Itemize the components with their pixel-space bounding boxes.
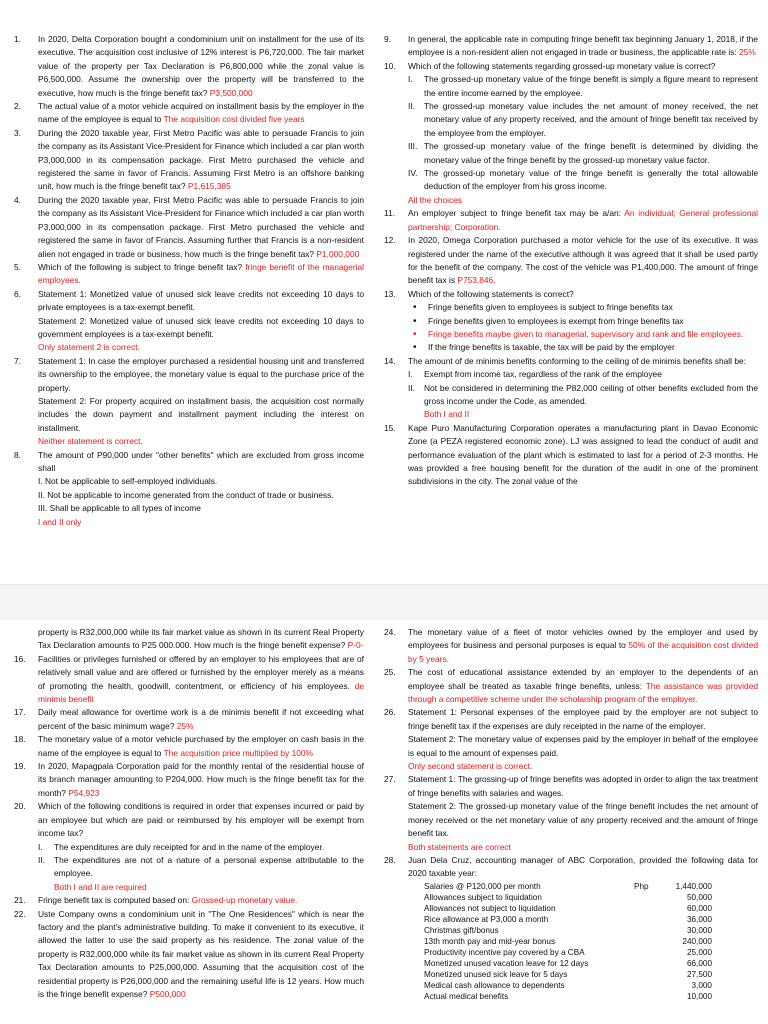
option-ii xyxy=(38,854,364,881)
question-number: 19. xyxy=(14,761,26,772)
option-ii xyxy=(408,382,758,409)
question-text: Kape Puro Manufacturing Corporation operates a manufacturing plant in Davao Economic Zone (a PEZA registered economic zone). LJ was assigned to lead the conduct of audit and performance evaluation of the plant which is estimated to last for a period of 2-3 months. He was provided a free housing benefit for the duration of the audit in one of the prominent subdivisions in the city. The zonal value of the xyxy=(408,422,758,487)
option-number: I. xyxy=(408,369,413,380)
question-text: The monetary value of a motor vehicle purchased by the employer on cash basis in the name of the employee is equal to xyxy=(38,734,364,758)
question-4 xyxy=(14,194,364,261)
question-text: The cost of educational assistance extended by an employer to the dependents of an employee shall be treated as taxable fringe benefits, unless: xyxy=(408,667,758,691)
row-amount: 240,000 xyxy=(682,936,712,946)
question-text: In 2020, Mapagpala Corporation paid for the monthly rental of the residential house of its branch manager amounting to P204,000. How much is the fringe benefit tax for the month? xyxy=(38,761,364,798)
option-number: II. xyxy=(408,101,415,112)
row-label: Salaries @ P120,000 per month xyxy=(424,881,541,891)
question-21 xyxy=(14,894,364,907)
option-text: The expenditures are duly receipted for and in the name of the employer. xyxy=(54,841,325,852)
row-label: Rice allowance at P3,000 a month xyxy=(424,914,549,924)
option-i xyxy=(38,841,364,854)
question-13 xyxy=(384,288,758,355)
statement-2: Statement 2: The monetary value of expenses paid by the employer in behalf of the employee is equal to the amount of expenses paid. xyxy=(408,734,758,758)
row-label: Monetized unused sick leave for 5 days xyxy=(424,969,568,979)
statement-2: Statement 2: The grossed-up monetary value of the fringe benefit includes the net amount of money received or the net monetary value of any property received and the amount of fringe benefit tax. xyxy=(408,801,758,839)
question-number: 10. xyxy=(384,60,396,71)
answer: P1,000,000 xyxy=(316,248,360,259)
currency-label xyxy=(634,925,662,936)
row-amount: 10,000 xyxy=(686,991,712,1001)
choice-item: • Fringe benefits given to employees is exempt from fringe benefits tax xyxy=(408,315,758,328)
choice-item: • Fringe benefits given to employees is subject to fringe benefits tax xyxy=(408,301,758,314)
option-i xyxy=(408,73,758,100)
question-5 xyxy=(14,261,364,288)
question-number: 25. xyxy=(384,667,396,678)
row-label: 13th month pay and mid-year bonus xyxy=(424,936,556,946)
table-row xyxy=(424,914,712,925)
question-number: 13. xyxy=(384,288,396,299)
row-label: Actual medical benefits xyxy=(424,991,509,1001)
option-ii xyxy=(408,100,758,140)
question-text: Facilities or privileges furnished or offered by an employer to his employees that are of relatively small value and are offered or furnished by the employer merely as a means of promoting the health, goodwill, contentment, or efficiency of his employees. xyxy=(38,653,364,691)
question-text: During the 2020 taxable year, First Metro Pacific was able to persuade Francis to join the company as its Assistant Vice-President for Finance which included a car plan worth P3,000,000 in its compensation package. First Metro purchased the vehicle and registered the same in favor of Francis. Assuming First Metro is an offshore banking unit, how much is the fringe benefit tax? xyxy=(38,127,364,192)
option-text: The grossed-up monetary value includes the net amount of money received, the net monetary value of any property received, and the amount of fringe benefit tax received by the employee from the employer. xyxy=(424,101,758,138)
question-number: 3. xyxy=(14,127,21,138)
question-number: 8. xyxy=(14,449,21,460)
question-25 xyxy=(384,666,758,706)
row-amount: 60,000 xyxy=(686,903,712,913)
question-number: 16. xyxy=(14,653,26,664)
question-3 xyxy=(14,127,364,194)
currency-label: Php xyxy=(634,881,649,891)
answer: 50% of the acquisition cost divided by 5 years. xyxy=(408,640,758,664)
page1-right-column xyxy=(384,33,758,489)
table-row xyxy=(424,958,712,969)
option-iii: III. Shall be applicable to all types of income xyxy=(38,503,201,514)
question-27 xyxy=(384,773,758,853)
statement-1: Statement 1: In case the employer purchased a residential housing unit and transferred its ownership to the employee, the monetary value is equal to the purchase price of the property. xyxy=(38,355,364,393)
question-text: The actual value of a motor vehicle acquired on installment basis by the employer in the name of the employee is equal to xyxy=(38,101,364,125)
answer: Only second statement is correct. xyxy=(408,761,533,772)
answer: Both I and II are required xyxy=(54,881,147,892)
question-number: 27. xyxy=(384,774,396,785)
question-14 xyxy=(384,355,758,422)
question-text: Uste Company owns a condominium unit in "The One Residences" which is near the factory and the plant's administrative building. To make it convenient to its executive, it allowed the latter to use the said property as his residence. The zonal value of the property is R32,000,000 while its fair market value as shown in its current Real Property Tax Declaration amounts to P25,000,000. Assuming that the acquisition cost of the residential property is P26,000,000 and the remaining useful life is 12 years. How much is the fringe benefit expense? xyxy=(38,908,364,999)
row-amount: 36,000 xyxy=(686,914,712,924)
question-text: Which of the following conditions is required in order that expenses incurred or paid by an employee but which are paid or reimbursed by his employer will be exempt from income tax? xyxy=(38,801,364,839)
option-text: The expenditures are not of a nature of a personal expense attributable to the employee. xyxy=(54,854,364,879)
question-number: 28. xyxy=(384,854,396,865)
table-row xyxy=(424,925,712,936)
question-9 xyxy=(384,33,758,60)
question-text: Juan Dela Cruz, accounting manager of ABC Corporation, provided the following data for 2020 taxable year: xyxy=(408,854,758,879)
question-number: 26. xyxy=(384,707,396,718)
page1-left-column xyxy=(14,33,364,529)
question-11 xyxy=(384,207,758,234)
table-row xyxy=(424,969,712,980)
statement-2: Statement 2: Monetized value of unused sick leave credits not exceeding 10 days to government employees is a tax-exempt benefit. xyxy=(38,315,364,339)
option-number: II. xyxy=(38,854,45,865)
table-row xyxy=(424,892,712,903)
question-number: 15. xyxy=(384,422,396,433)
answer: Neither statement is correct. xyxy=(38,436,143,447)
document-page-2 xyxy=(0,620,768,1024)
answer: P500,000 xyxy=(149,988,186,999)
row-amount: 1,440,000 xyxy=(675,881,712,891)
question-number: 4. xyxy=(14,194,21,205)
currency-label xyxy=(634,969,662,980)
answer: Both statements are correct xyxy=(408,841,511,852)
question-12 xyxy=(384,234,758,288)
row-label: Productivity incentive pay covered by a CBA xyxy=(424,947,585,957)
question-text: An employer subject to fringe benefit tax may be a/an: xyxy=(408,208,625,219)
row-amount: 30,000 xyxy=(686,925,712,935)
statement-1: Statement 1: Monetized value of unused sick leave credits not exceeding 10 days to private employees is a tax-exempt benefit. xyxy=(38,288,364,313)
statement-2: Statement 2: For property acquired on installment basis, the acquisition cost normally includes the down payment and installment payment including the interest on installment. xyxy=(38,395,364,433)
option-text: The grossed-up monetary value of the fringe benefit is generally the total allowable deduction of the employer from his gross income. xyxy=(424,168,758,192)
question-text: The monetary value of a fleet of motor vehicles owned by the employer and used by employees for business and personal purposes is equal to xyxy=(408,627,758,651)
question-10 xyxy=(384,60,758,207)
question-text: Which of the following is subject to fringe benefit tax? xyxy=(38,261,246,272)
question-text: In general, the applicable rate in computing fringe benefit tax beginning January 1, 2018, if the employee is a non-resident alien not engaged in trade or business, the applicable rate is: xyxy=(408,34,758,58)
question-15 xyxy=(384,422,758,489)
question-28 xyxy=(384,854,758,1002)
question-text: Which of the following statements is correct? xyxy=(408,288,574,299)
question-text: property is R32,000,000 while its fair market value as shown in its current Real Property Tax Declaration amounts to P25 000.000. How much is the fringe benefit expense? xyxy=(38,627,364,651)
question-number: 17. xyxy=(14,707,26,718)
question-number: 18. xyxy=(14,734,26,745)
question-text: The amount of P90,000 under "other benefits" which are excluded from gross income shall xyxy=(38,449,364,473)
question-24 xyxy=(384,626,758,666)
question-number: 14. xyxy=(384,355,396,366)
row-label: Christmas gift/bonus xyxy=(424,925,499,935)
table-row xyxy=(424,947,712,958)
table-row xyxy=(424,936,712,947)
answer: de minimis benefit xyxy=(38,680,364,705)
question-number: 22. xyxy=(14,908,26,919)
row-amount: 50,000 xyxy=(686,892,712,902)
question-17 xyxy=(14,706,364,733)
option-i xyxy=(408,368,758,381)
option-text: Exempt from income tax, regardless of the rank of the employee xyxy=(424,369,662,380)
statement-1: Statement 1: Personal expenses of the employee paid by the employer are not subject to fringe benefit tax if the expenses are duly receipted in the name of the employer. xyxy=(408,707,758,731)
row-amount: 25,000 xyxy=(686,947,712,957)
question-7 xyxy=(14,355,364,449)
question-19 xyxy=(14,760,364,800)
question-number: 1. xyxy=(14,34,21,44)
compensation-table xyxy=(424,881,712,1002)
answer: I and II only xyxy=(38,516,82,527)
option-text: Not be considered in determining the P82,000 ceiling of other benefits excluded from the gross income under the Code, as amended. xyxy=(424,382,758,406)
answer: Only statement 2 is correct. xyxy=(38,342,140,353)
page2-left-column xyxy=(14,626,364,1001)
row-amount: 66,000 xyxy=(686,958,712,968)
currency-label xyxy=(634,947,662,958)
statement-1: Statement 1: The grossing-up of fringe benefits was adopted in order to align the tax treatment of fringe benefits with salaries and wages. xyxy=(408,774,758,798)
question-text: In 2020, Omega Corporation purchased a motor vehicle for the use of its executive. It was registered under the name of the executive although it was agreed that it shall be used partly for the benefit of the company. The cost of the vehicle was P1,400,000. The amount of fringe benefit tax is xyxy=(408,235,758,286)
option-text: The grossed-up monetary value of the fringe benefit is determined by dividing the monetary value of the fringe benefit by the grossed-up monetary value factor. xyxy=(424,141,758,165)
question-text: Daily meal allowance for overtime work is a de minimis benefit if not exceeding what percent of the basic minimum wage? xyxy=(38,707,364,731)
option-text: The grossed-up monetary value of the fringe benefit is simply a figure meant to represent the entire income earned by the employee. xyxy=(424,74,758,98)
question-8 xyxy=(14,449,364,529)
answer: The acquisition cost divided five years xyxy=(163,114,305,125)
answer: 25% xyxy=(739,47,756,58)
currency-label xyxy=(634,991,662,1002)
currency-label xyxy=(634,980,662,991)
row-label: Allowances subject to liquidation xyxy=(424,892,542,902)
row-amount: 27,500 xyxy=(686,969,712,979)
question-1 xyxy=(14,33,364,100)
currency-label xyxy=(634,892,662,903)
question-number: 21. xyxy=(14,895,26,906)
question-6 xyxy=(14,288,364,355)
page2-right-column xyxy=(384,626,758,1002)
table-row xyxy=(424,980,712,991)
question-number: 6. xyxy=(14,288,21,299)
question-text: The amount of de minimis benefits conforming to the ceiling of de minimis benefits shall be: xyxy=(408,355,746,366)
question-16 xyxy=(14,653,364,707)
question-text: In 2020, Delta Corporation bought a condominium unit on installment for the use of its executive. The acquisition cost inclusive of 12% interest is P6,720,000. The fair market value of the property per Tax Declaration is P6,800,000 while the zonal value is P6,500,000. Assume the ownership over the property will be transferred to the executive, how much is the fringe benefit tax? xyxy=(38,34,364,98)
row-label: Medical cash allowance to dependents xyxy=(424,980,565,990)
row-label: Monetized unused vacation leave for 12 days xyxy=(424,958,589,968)
answer: All the choices xyxy=(408,194,462,205)
question-number: 24. xyxy=(384,627,396,637)
choice-item: • If the fringe benefits is taxable, the tax will be paid by the employer xyxy=(408,341,758,354)
option-iv xyxy=(408,167,758,194)
currency-label xyxy=(634,903,662,914)
question-number: 11. xyxy=(384,208,396,219)
question-text: During the 2020 taxable year, First Metro Pacific was able to persuade Francis to join the company as its Assistant Vice-President for Finance which included a car plan worth P3,000,000 in its compensation package. First Metro purchased the vehicle and registered the same in favor of Francis. Assuming further that Francis is a non-resident alien not engaged in trade or business, how much is the fringe benefit tax? xyxy=(38,194,364,259)
question-number: 5. xyxy=(14,261,21,272)
table-row xyxy=(424,881,712,892)
answer: An individual; General professional partnership; Corporation. xyxy=(408,208,758,232)
currency-label xyxy=(634,958,662,969)
answer: 25% xyxy=(176,720,194,731)
question-20 xyxy=(14,800,364,894)
option-ii: II. Not be applicable to income generated from the conduct of trade or business. xyxy=(38,489,334,500)
row-label: Allowances not subject to liquidation xyxy=(424,903,556,913)
currency-label xyxy=(634,914,662,925)
answer: The assistance was provided through a competitive scheme under the scholarship program of the employer. xyxy=(408,680,759,705)
question-number: 20. xyxy=(14,801,26,812)
question-text: Which of the following statements regarding grossed-up monetary value is correct? xyxy=(408,60,716,71)
question-18 xyxy=(14,733,364,760)
row-amount: 3,000 xyxy=(691,980,712,990)
option-number: I. xyxy=(408,74,413,85)
question-number: 12. xyxy=(384,235,396,246)
table-row xyxy=(424,903,712,914)
option-number: II. xyxy=(408,382,415,393)
option-number: I. xyxy=(38,841,43,852)
choice-item-answer: • Fringe benefits maybe given to managerial, supervisory and rank and file employees. xyxy=(408,328,758,341)
question-22 xyxy=(14,908,364,1002)
question-2 xyxy=(14,100,364,127)
currency-label xyxy=(634,936,662,947)
answer: Grossed-up monetary value. xyxy=(191,895,298,906)
table-row xyxy=(424,991,712,1002)
answer: The acquisition price multiplied by 100% xyxy=(163,747,313,758)
option-number: IV. xyxy=(408,168,418,179)
answer: P753,846. xyxy=(457,275,496,286)
page-separator xyxy=(0,584,768,622)
answer: P1,615,385 xyxy=(187,181,231,192)
option-i: I. Not be applicable to self-employed individuals. xyxy=(38,476,218,487)
question-text: Fringe benefit tax is computed based on: xyxy=(38,895,192,906)
option-number: III. xyxy=(408,141,418,152)
answer: P54,923 xyxy=(68,787,100,798)
choice-list xyxy=(408,301,758,355)
question-number: 7. xyxy=(14,355,21,366)
question-number: 9. xyxy=(384,34,391,44)
answer: Both I and II xyxy=(424,409,470,420)
question-number: 2. xyxy=(14,101,21,112)
answer: P3,500,000 xyxy=(209,87,253,98)
question-15-continued xyxy=(14,626,364,653)
answer: fringe benefit of the managerial employees. xyxy=(38,261,364,286)
answer: P-0- xyxy=(347,640,364,651)
question-26 xyxy=(384,706,758,773)
option-iii xyxy=(408,140,758,167)
